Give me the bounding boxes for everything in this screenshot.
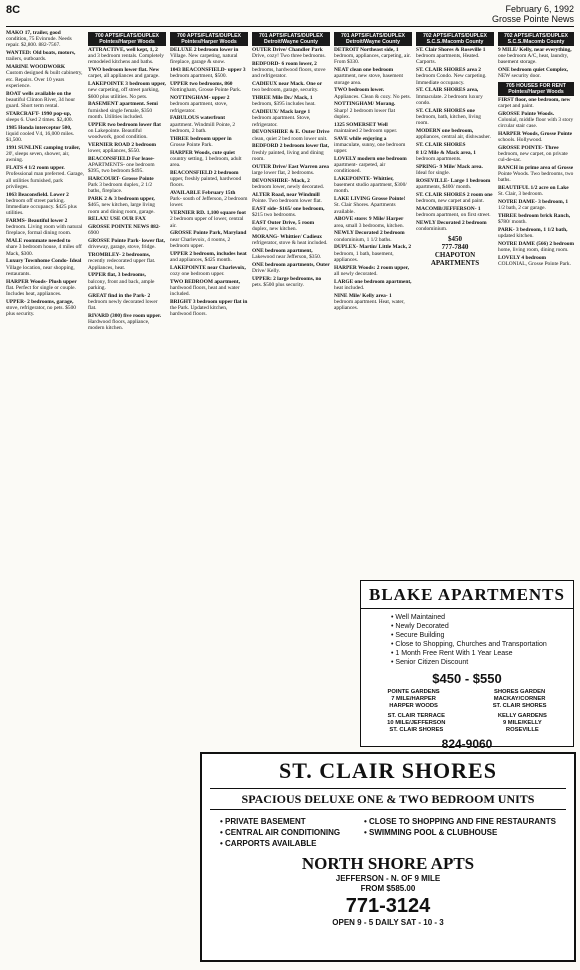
page-number: 8C <box>6 4 21 16</box>
classified-ad: UPPER flat, 3 bedrooms, balcony, front and back, ample parking. <box>88 272 155 291</box>
section-header: 702 APTS/FLATS/DUPLEX S.C.S./Macomb County <box>498 32 574 46</box>
classified-ad: ST. CLAIR SHORES area, Immaculate. 2 bedroom luxury condo. <box>416 87 483 106</box>
classified-ad: GREAT find in the Park- 2 bedroom newly decorated lower flat. <box>88 292 158 312</box>
chapoton-name: CHAPOTON APARTMENTS <box>430 251 480 268</box>
classified-ad: LOVELY modern one bedroom apartment- carpeted, air conditioned. <box>334 155 407 175</box>
classified-ad: ATTRACTIVE, well kept, 1, 2 and 3 bedroom rentals. Completely remodeled kitchens and baths. <box>88 47 164 66</box>
classified-ad: NOTRE DAME (566) 2 bedroom home, living room, dining room. <box>498 241 574 254</box>
classified-ad: OUTER Drive/ East Warren area large lower flat, 2 bedrooms. <box>252 163 329 176</box>
classified-ad: VERNIER RD. 1,100 square foot 2 bedroom upper of lower, central air. <box>170 210 246 229</box>
classified-ad: ST. Clair Shores & Roseville 1 bedroom apartments, Heated. Carports. <box>416 47 486 66</box>
north-shore-address: JEFFERSON - N. OF 9 MILE <box>335 874 441 883</box>
section-header-houses: 705 HOUSES FOR RENT Pointes/Harper Woods <box>498 82 574 96</box>
classified-ad: ST. CLAIR SHORES area 2 bedroom Condo. New carpeting. Immediate occupancy. <box>416 67 487 86</box>
classified-ad: HARPER Woods, Grosse Pointe schools. Hollywood. <box>498 130 573 144</box>
chapoton-ad <box>416 235 494 267</box>
classified-ad: OUTER Drive/ Chandler Park Drive, cozy! Two three bedrooms. <box>252 47 326 60</box>
classified-ad: NOTRE DAME- 3 bedroom, 1 1/2 bath, 2 car garage. <box>498 199 569 212</box>
classified-ad: FLATS 4 1/2 room upper. Professional man preferred. Garage, all utilities furnished, park privileges. <box>6 165 84 190</box>
classified-ad: MALE roommate needed to share 3 bedroom house, 4 miles off Mack, $300. <box>6 238 82 257</box>
classified-ad: PARK- 3 bedroom, 1 1/2 bath, updated kitchen. <box>498 227 568 240</box>
masthead-date <box>492 4 574 24</box>
classified-ad: ROSEVILLE- Large 1 bedroom apartments, $400/ month. <box>416 177 491 190</box>
classified-ad: CADIEUX/ Mack large 1 bedroom apartment. Stove, refrigerator. <box>252 109 311 128</box>
classified-ad: 1985 Honda interceptor 500, liquid cooled V4, 16,000 miles. $1,500. <box>6 124 75 144</box>
blake-location: POINTE GARDENS 7 MILE/HARPER HARPER WOODS <box>387 689 440 709</box>
blake-apartments-ad <box>360 580 574 751</box>
chapoton-phone: 777-7840 <box>441 243 469 252</box>
column-1 <box>6 30 84 962</box>
blake-phone: 824-9060 <box>441 737 493 751</box>
classified-ad: DEVONSHIRE- Mack, 2 bedroom lower, newly decorated. <box>252 177 325 190</box>
classified-ad: MACOMB/JEFFERSON- 1 bedroom apartment, on first street. <box>416 205 491 218</box>
blake-location: KELLY GARDENS 9 MILE/KELLY ROSEVILLE <box>497 713 547 733</box>
blake-location: SHORES GARDEN MACKAY/CORNER ST. CLAIR SHORES <box>492 689 547 709</box>
chapoton-price: $450 <box>448 235 462 244</box>
classified-ad: LARGE one bedroom apartment, heat included. <box>334 278 412 291</box>
classified-ad: HARCOURT- Grosse Pointe Park 3 bedroom duplex, 2 1/2 baths, fireplace. <box>88 176 154 195</box>
classified-ad: ST. CLAIR SHORES <box>416 141 466 148</box>
classified-ad: TWO bedroom lower flat. New carpet, all appliances and garage. <box>88 67 160 80</box>
classified-ad: UPPER- 2 bedrooms, garage, stove, refrigerator, no pets. $500 plus security. <box>6 298 76 318</box>
classified-ad: 8 1/2 Mile & Mack area, 1 bedroom apartments. <box>416 149 476 162</box>
classified-ad: ONE bedroom apartment, Lakewood near Jefferson, $350. <box>252 247 322 260</box>
classified-ad: ALTER Road, near Windmill Pointe. Two bedroom lower flat. <box>252 191 322 204</box>
classified-ad: HARPER Woods- Plush upper flat. Perfect for single or couple. Includes heat, appliances. <box>6 278 77 298</box>
classified-ad: BEACONSFIELD 2 bedroom upper, freshly painted, hardwood floors. <box>170 169 242 189</box>
classified-ad: TWO BEDROOM apartment, hardwood floors, heat and water included. <box>170 278 240 298</box>
classified-ad: ST. CLAIR SHORES one bedroom, bath, kitchen, living room. <box>416 107 481 127</box>
classified-ad: GROSSE POINTE NEWS 882-6900 <box>88 224 161 237</box>
classified-ad: BRIGHT 3 bedroom upper flat in the Park. Updated kitchen, hardwood floors. <box>170 298 248 318</box>
classified-ad: PARK 2 & 3 bedroom upper, $465, new kitchen, large living room and dining room, garage. <box>88 196 155 215</box>
blake-feature: • Close to Shopping, Churches and Transportation <box>391 640 573 649</box>
classified-ad: RIVARD (300) five room upper. Hardwood floors, appliance, modern kitchen. <box>88 312 162 332</box>
blake-location: ST. CLAIR TERRACE 10 MILE/JEFFERSON ST. CLAIR SHORES <box>387 713 446 733</box>
classified-ad: BEACONSFIELD For lease- APARTMENTS- one bedroom $395, two bedroom $495. <box>88 155 155 175</box>
classified-ad: SPRING- 9 Mile/ Mack area. Ideal for single. <box>416 163 483 176</box>
classified-ad: GROSSE Pointe Park- lower flat, driveway, garage, stove, fridge. <box>88 238 166 251</box>
classified-ad: THREE Mile Dr./ Mack, 1 bedroom, $395 includes heat. <box>252 95 316 108</box>
blake-feature: • Newly Decorated <box>391 622 573 631</box>
classified-ad: GROSSE POINTE- Three bedroom, new carpet, on private cul-de-sac. <box>498 144 568 164</box>
section-header: 702 APTS/FLATS/DUPLEX S.C.S./Macomb County <box>416 32 494 46</box>
classified-ad: ST. CLAIR SHORES 2 room one bedroom, new carpet and paint. <box>416 191 493 204</box>
classified-ad: 1043 BEACONSFIELD- upper 3 bedroom apartment, $500. <box>170 67 246 80</box>
classified-ad: LAKEPOINTE near Charlevoix, cozy one bedroom upper. <box>170 264 246 277</box>
page-header <box>6 4 574 27</box>
classified-ad: UPPER 2 bedroom, includes heat and appliances, $425 month. <box>170 250 247 263</box>
column-2 <box>88 30 166 962</box>
classified-ad: EAST side- $165/ one bedroom, $215 two bedrooms. <box>252 205 325 218</box>
north-shore-phone: 771-3124 <box>345 895 431 917</box>
classified-ad: ONE bedroom apartments, Outer Drive/ Kelly. <box>252 261 330 274</box>
features-left: • PRIVATE BASEMENT • CENTRAL AIR CONDITIONING • CARPORTS AVAILABLE <box>220 816 340 849</box>
classified-ad: BASEMENT apartment. Semi furnished single female, $350 month. Utilities included. <box>88 101 158 120</box>
classified-ad: BOAT wells available on the beautiful Clinton River, 34 hour guard. Short term rental. <box>6 90 76 110</box>
classified-ad: THREE bedroom brick Ranch, $780/ month. <box>498 213 571 226</box>
blake-locations-row-1 <box>361 689 573 710</box>
issue-date: February 6, 1992 <box>505 4 574 14</box>
classified-ad: DETROIT Northeast side, 1 bedroom, appliances, carpeting, air. From $330. <box>334 47 411 66</box>
classified-ad: RELAX! USE OUR FAX <box>88 216 146 223</box>
stclair-ad-subtitle: SPACIOUS DELUXE ONE & TWO BEDROOM UNITS <box>210 788 566 810</box>
classified-ad: LOVELY 4 bedroom COLONIAL, Grosse Pointe Park. <box>498 255 571 268</box>
classified-ad: MARINE WOODWORK Custom designed & built cabinetry, etc. Repairs. Over 10 years experience. <box>6 64 83 89</box>
classified-ad: TROMBLEY- 2 bedrooms, recently redecorated upper flat. Appliances, heat. <box>88 252 156 271</box>
classified-ad: Luxury Townhome Condo- Ideal Village location, near shopping, restaurants. <box>6 258 82 277</box>
classified-ad: NEWLY Decorated 2 bedroom condominium. <box>416 219 487 232</box>
classified-ad: FABULOUS waterfront apartment. Windmill Pointe, 2 bedroom, 2 bath. <box>170 115 236 134</box>
classified-ad: NINE Mile/ Kelly area- 1 bedroom apartment. Heat, water, appliances. <box>334 292 405 312</box>
classified-ad: 1325 SOMERSET Well maintained 2 bedroom upper. <box>334 121 398 134</box>
classified-ad: ONE bedroom quiet Complex, NEW security door. <box>498 67 568 80</box>
classified-ad: VERNIER ROAD 2 bedroom lower, appliances, $550. <box>88 141 157 155</box>
classified-ad: LAKEPOINTE 3 bedroom upper, new carpeting, off street parking, $600 plus utilities. No pets. <box>88 81 166 100</box>
classified-ad: WANTED: Old boats, motors, trailers, outboards. <box>6 50 76 63</box>
classified-ad: DUPLEX- Martin/ Little Mack, 2 bedroom, 1 bath, basement, appliances. <box>334 244 412 263</box>
classified-ad: AVAILABLE February 15th Park- south of Jefferson, 2 bedroom lower. <box>170 190 248 209</box>
blake-price: $450 - $550 <box>432 671 502 686</box>
classified-ad: RANCH in prime area of Grosse Pointe Woods. Two bedrooms, two baths. <box>498 165 574 184</box>
classified-ad: FARMS- Beautiful lower 2 bedroom. Living room with natural fireplace, formal dining room. <box>6 218 83 237</box>
classified-ad: NEWLY Decorated 2 bedroom condominium, 1 1/2 baths. <box>334 230 405 243</box>
classified-ad: UPPER: 2 large bedrooms, no pets. $500 plus security. <box>252 275 322 288</box>
classified-ad: 1991 SUNLINE camping trailer, 20', sleeps seven, shower, air, awning. <box>6 145 81 164</box>
classified-ad: BEDFORD- 6 room lower, 2 bedrooms, hardwood floors, stove and refrigerator. <box>252 61 326 80</box>
section-header: 701 APTS/FLATS/DUPLEX Detroit/Wayne County <box>252 32 330 46</box>
classified-ad: GROSSE Pointe Park, Maryland near Charlevoix, 4 rooms, 2 bedroom upper. <box>170 230 247 249</box>
north-shore-name: NORTH SHORE APTS <box>301 854 475 873</box>
blake-feature: • Senior Citizen Discount <box>391 658 573 667</box>
classified-ad: THREE bedroom upper in Grosse Pointe Park. <box>170 135 232 148</box>
north-shore-apts-ad <box>200 752 576 962</box>
north-shore-price: FROM $585.00 <box>360 884 416 893</box>
classified-ad: DELUXE 2 bedroom lower in Village. New carpeting, natural fireplace, garage & snow. <box>170 47 239 66</box>
section-header: 700 APTS/FLATS/DUPLEX Pointes/Harper Woods <box>170 32 248 46</box>
blake-locations-row-2 <box>361 713 573 734</box>
section-header: 701 APTS/FLATS/DUPLEX Detroit/Wayne County <box>334 32 412 46</box>
classified-ad: NEAT clean one bedroom apartment, new stove, basement storage area. <box>334 67 404 86</box>
classified-ad: 9 MILE/ Kelly, near everything, one bedroom A/C, heat, laundry, basement storage. <box>498 47 572 66</box>
classified-ad: NOTTINGHAM/ Morang. Sharp! 2 bedroom lower flat duplex. <box>334 101 396 120</box>
classified-ad: STARCRAFT- 1990 pop-up, sleeps 6. Used 2 times. $2,400. <box>6 110 73 124</box>
classified-ad: HARPER Woods, cute quiet country setting, 1 bedroom, adult area. <box>170 149 242 169</box>
classified-ad: SAVE while enjoying a immaculate, sunny, one bedroom upper. <box>334 135 406 155</box>
classified-ad: ABOVE store: 9 Mile/ Harper area, small 3 bedrooms, kitchen. <box>334 216 404 229</box>
blake-feature: • Well Maintained <box>391 613 573 622</box>
classified-ad: BEAUTIFUL 1/2 acre on Lake St. Clair, 3 bedroom. <box>498 185 569 198</box>
classified-ad: DEVONSHIRE & E. Outer Drive clean, quiet 2 bed room lower unit. <box>252 129 330 142</box>
classified-ad: MORANG- Whittier/ Cadieux refrigerator, stove & heat included. <box>252 233 328 246</box>
blake-features <box>391 613 573 667</box>
classified-ad: BEDFORD 2 bedroom lower flat, freshly painted, living and dining room. <box>252 143 329 162</box>
classified-ad: UPPER two bedroom lower flat on Lakepointe. Beautiful woodwork, good condition. <box>88 121 161 141</box>
classified-ad: MAKO 17, trailer, good condition, 75 Evinrude. Needs repair. $2,800. 882-7567. <box>6 30 72 49</box>
paper-name: Grosse Pointe News <box>491 14 574 24</box>
classified-ad: TWO bedroom lower. Appliances. Clean & cozy. No pets. <box>334 87 411 100</box>
blake-title: BLAKE APARTMENTS <box>361 581 573 609</box>
classified-ad: LAKE LIVING Grosse Pointe! St. Clair Shores. Apartments available. <box>334 196 406 215</box>
blake-feature: • 1 Month Free Rent With 1 Year Lease <box>391 649 573 658</box>
north-shore-hours: OPEN 9 - 5 DAILY SAT - 10 - 3 <box>332 918 444 927</box>
classified-ad: UPPER two bedrooms, 860 Nottingham, Grosse Pointe Park. <box>170 81 242 94</box>
classified-ad: EAST Outer Drive, 5 room duplex, new kitchen. <box>252 219 315 232</box>
classified-ad: GROSSE Pointe Woods. Colonial, middle floor with 3 story circular stair case. <box>498 110 574 130</box>
features-right: • CLOSE TO SHOPPING AND FINE RESTAURANTS • SWIMMING POOL & CLUBHOUSE <box>364 816 556 849</box>
classified-ad: CADIEUX near Mack. One or two bedroom, garage, security. <box>252 81 323 94</box>
classified-ad: NOTTINGHAM- upper 2 bedroom apartment, stove, refrigerator. <box>170 95 230 114</box>
blake-feature: • Secure Building <box>391 631 573 640</box>
classified-ad: MODERN one bedroom, appliances, central air, dishwasher. <box>416 127 491 141</box>
classified-ad: HARPER Woods: 2 room upper, all newly decorated. <box>334 264 409 277</box>
classified-ad: LAKEPOINTE- Whittier, basement studio apartment, $300/ month. <box>334 176 407 195</box>
stclair-ad-features <box>220 816 556 849</box>
stclair-ad-title: ST. CLAIR SHORES <box>279 758 497 783</box>
classified-ad: 1063 Beaconsfield. Lower 2 bedroom off street parking. Immediate occupancy. $425 plus utilities. <box>6 191 77 217</box>
classified-ad: FIRST floor, one bedroom, new carpet and paint. <box>498 96 571 109</box>
section-header: 700 APTS/FLATS/DUPLEX Pointes/Harper Woods <box>88 32 166 46</box>
